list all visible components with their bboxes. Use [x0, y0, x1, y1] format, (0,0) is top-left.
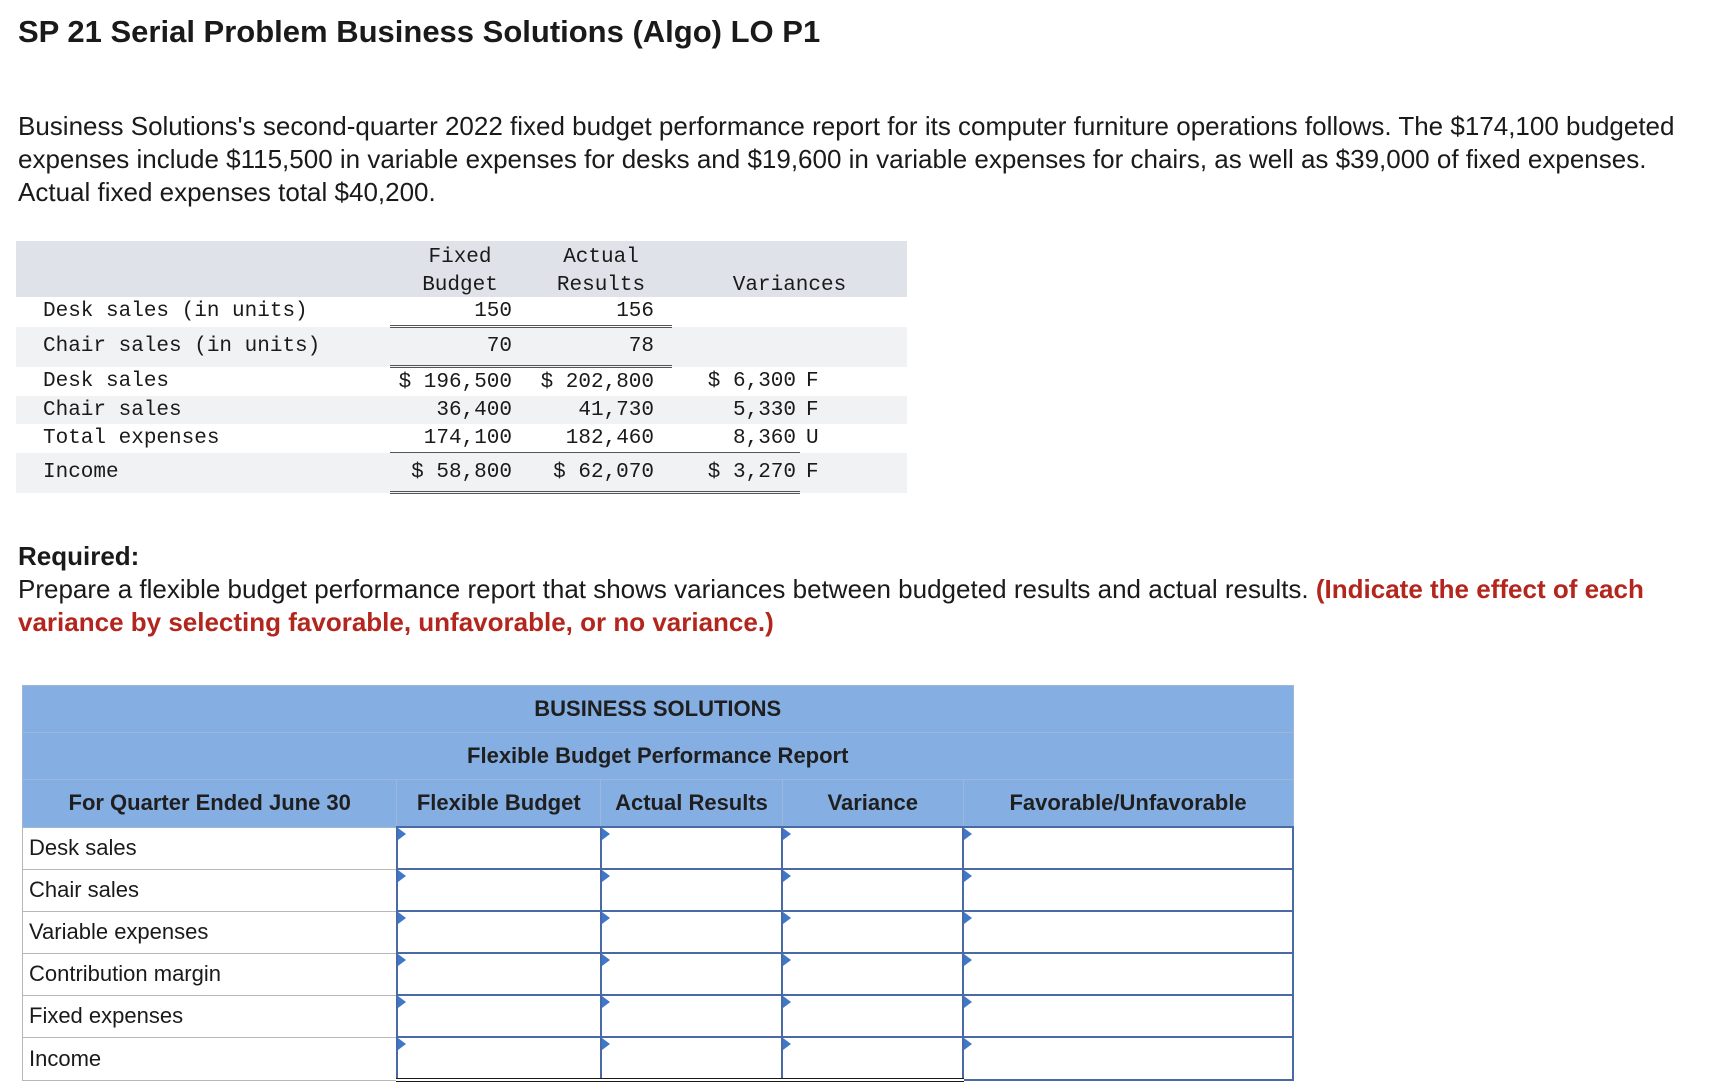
given-row — [16, 453, 907, 493]
fixed-value: $ 58,800 — [390, 453, 530, 493]
flexible-budget-input[interactable] — [397, 827, 601, 869]
row-label: Desk sales (in units) — [43, 300, 308, 324]
column-favorable-unfavorable: Favorable/Unfavorable — [963, 780, 1293, 828]
problem-intro: Business Solutions's second-quarter 2022 fixed budget performance report for its computer furniture operations follows. The $174,100 budgeted expenses include $115,500 in variable expenses for desks and $19,600 in variable expenses for chairs, as well as $39,000 of fixed expenses. Actual fixed expenses total $40,200. — [18, 111, 1675, 207]
column-flexible-budget: Flexible Budget — [397, 780, 601, 828]
required-text: Prepare a flexible budget performance report that shows variances between budgeted results and actual results. — [18, 574, 1309, 604]
row-label-contribution-margin: Contribution margin — [23, 953, 397, 995]
flexible-budget-input[interactable] — [397, 869, 601, 911]
favorable-unfavorable-select[interactable] — [963, 827, 1293, 869]
column-period: For Quarter Ended June 30 — [23, 780, 397, 828]
actual-value: 78 — [530, 327, 672, 367]
row-label: Desk sales — [43, 369, 170, 393]
company-name: BUSINESS SOLUTIONS — [23, 686, 1294, 733]
row-label: Total expenses — [43, 426, 220, 450]
row-label-fixed-expenses: Fixed expenses — [23, 995, 397, 1037]
actual-results-input[interactable] — [601, 827, 783, 869]
fixed-value: $ 196,500 — [398, 370, 512, 394]
table-row — [23, 1037, 1294, 1080]
fixed-value: 70 — [390, 327, 530, 367]
row-label-variable-expenses: Variable expenses — [23, 911, 397, 953]
variance-input[interactable] — [782, 995, 963, 1037]
flexible-budget-input[interactable] — [397, 953, 601, 995]
required-heading: Required: — [18, 541, 140, 571]
flexible-budget-input[interactable] — [397, 911, 601, 953]
favorable-unfavorable-select[interactable] — [963, 953, 1293, 995]
variance-input[interactable] — [782, 953, 963, 995]
favorable-unfavorable-select[interactable] — [963, 869, 1293, 911]
given-row — [16, 327, 907, 367]
actual-results-input[interactable] — [601, 953, 783, 995]
actual-value: 41,730 — [530, 396, 672, 424]
variance-value: $ 3,270 — [672, 453, 800, 493]
header-variances: Variances — [672, 269, 907, 297]
fixed-value: 150 — [390, 297, 530, 327]
report-name: Flexible Budget Performance Report — [23, 733, 1294, 780]
row-label: Chair sales (in units) — [16, 327, 390, 367]
favorable-unfavorable-select[interactable] — [963, 995, 1293, 1037]
given-row — [16, 297, 907, 327]
required-instructions — [18, 573, 1718, 639]
table-row — [23, 911, 1294, 953]
variance-value: 5,330 — [672, 396, 800, 424]
variance-effect: F — [800, 453, 907, 493]
fixed-value: 174,100 — [390, 424, 530, 453]
flexible-budget-input[interactable] — [397, 1037, 601, 1080]
actual-results-input[interactable] — [601, 869, 783, 911]
row-label-desk-sales: Desk sales — [23, 827, 397, 869]
header-actual-1: Actual — [530, 241, 672, 269]
variance-input[interactable] — [782, 827, 963, 869]
fixed-budget-report — [16, 241, 907, 494]
variance-input[interactable] — [782, 1037, 963, 1080]
row-label: Income — [16, 453, 390, 493]
table-row — [23, 869, 1294, 911]
header-fixed-2: Budget — [390, 269, 530, 297]
header-fixed-1: Fixed — [390, 241, 530, 269]
favorable-unfavorable-select[interactable] — [963, 1037, 1293, 1080]
actual-value: 156 — [530, 297, 672, 327]
actual-results-input[interactable] — [601, 1037, 783, 1080]
column-variance: Variance — [782, 780, 963, 828]
actual-results-input[interactable] — [601, 911, 783, 953]
variance-input[interactable] — [782, 869, 963, 911]
given-row — [16, 424, 907, 453]
table-row — [23, 995, 1294, 1037]
favorable-unfavorable-select[interactable] — [963, 911, 1293, 953]
actual-value: $ 62,070 — [530, 453, 672, 493]
given-row — [16, 396, 907, 424]
actual-results-input[interactable] — [601, 995, 783, 1037]
row-label: Chair sales — [16, 396, 390, 424]
variance-effect: F — [800, 396, 907, 424]
column-actual-results: Actual Results — [601, 780, 783, 828]
variance-effect: U — [806, 426, 819, 450]
row-label-chair-sales: Chair sales — [23, 869, 397, 911]
header-actual-2: Results — [530, 269, 672, 297]
variance-value: $ 6,300 — [707, 369, 796, 393]
table-row — [23, 827, 1294, 869]
fixed-value: 36,400 — [390, 396, 530, 424]
given-row — [16, 367, 907, 397]
variance-input[interactable] — [782, 911, 963, 953]
flexible-budget-input[interactable] — [397, 995, 601, 1037]
required-emphasis: (Indicate the effect of each variance by selecting favorable, unfavorable, or no variance.) — [18, 574, 1644, 637]
variance-effect: F — [806, 369, 819, 393]
flexible-budget-table — [22, 685, 1294, 1082]
variance-value: 8,360 — [672, 424, 800, 453]
row-label-income: Income — [23, 1037, 397, 1080]
page-title: SP 21 Serial Problem Business Solutions (Algo) LO P1 — [18, 14, 821, 49]
actual-value: $ 202,800 — [540, 370, 654, 394]
actual-value: 182,460 — [530, 424, 672, 453]
table-row — [23, 953, 1294, 995]
